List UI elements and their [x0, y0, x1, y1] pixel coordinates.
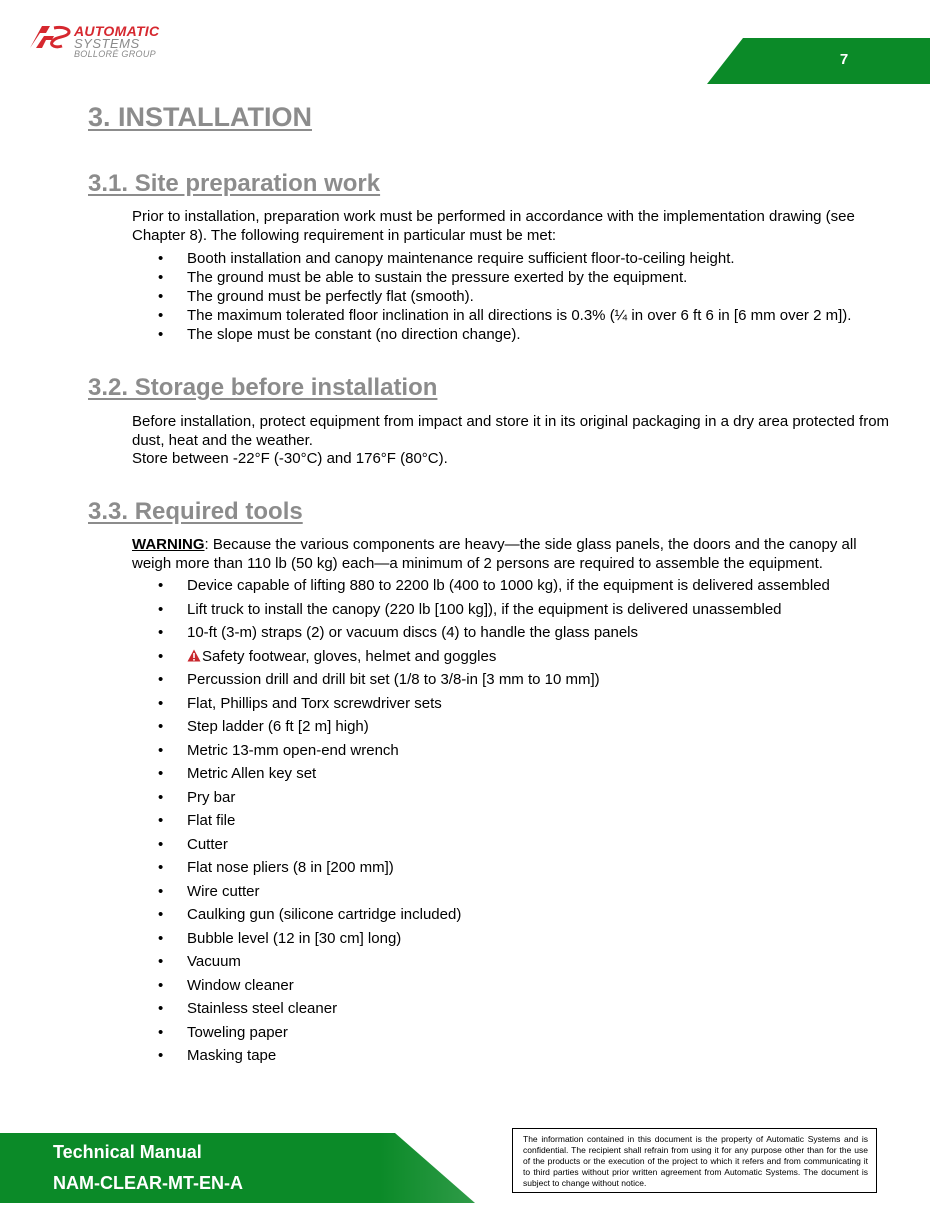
- list-item: • Cutter: [158, 835, 228, 853]
- confidentiality-disclaimer: The information contained in this document is the property of Automatic Systems and is confidential. The recipient shall refrain from using it for any purpose other than for the use of the products or the execution of the project to which it refers and from communicating it to third parties without prior written agreement from Automatic Systems. The document is subject to change without notice.: [512, 1128, 877, 1193]
- list-item: • The ground must be perfectly flat (smooth).: [158, 288, 474, 305]
- footer-band: [0, 1133, 480, 1203]
- list-item: • Caulking gun (silicone cartridge included): [158, 906, 462, 923]
- list-item: • Masking tape: [158, 1047, 277, 1064]
- company-logo: [28, 22, 198, 62]
- storage-line-1: Before installation, protect equipment from impact and store it in its original packaging in a dry area protected from dust, heat and the weather.: [132, 413, 890, 449]
- site-prep-list: [132, 249, 892, 344]
- list-item: • Toweling paper: [158, 1023, 288, 1041]
- list-item: • Percussion drill and drill bit set (1/8 to 3/8-in [3 mm to 10 mm]): [158, 671, 600, 688]
- list-item: • Bubble level (12 in [30 cm] long): [158, 929, 402, 947]
- site-prep-heading: 3.1. Site preparation work: [88, 170, 381, 197]
- list-item: • Step ladder (6 ft [2 m] high): [158, 718, 369, 735]
- footer-title: Technical Manual: [53, 1142, 202, 1162]
- list-item: • 10-ft (3-m) straps (2) or vacuum discs (4) to handle the glass panels: [158, 624, 639, 641]
- list-item: • Window cleaner: [158, 976, 294, 994]
- list-item: • The maximum tolerated floor inclination in all directions is 0.3% (¼ in over 6 ft 6 in [6 mm over 2 m]).: [158, 307, 852, 324]
- list-item: • Flat nose pliers (8 in [200 mm]): [158, 859, 394, 876]
- list-item: • Safety footwear, gloves, helmet and goggles: [158, 647, 497, 665]
- list-item: • Metric Allen key set: [158, 765, 317, 782]
- logo-line-2: SYSTEMS: [74, 36, 140, 51]
- storage-text: [132, 413, 892, 469]
- storage-line-2: Store between -22°F (-30°C) and 176°F (80°C).: [132, 450, 448, 467]
- list-item: • Vacuum: [158, 953, 241, 970]
- tools-heading: 3.3. Required tools: [88, 498, 303, 525]
- list-item: • Flat, Phillips and Torx screwdriver sets: [158, 694, 442, 712]
- list-item: • Flat file: [158, 812, 236, 829]
- page-number: 7: [839, 51, 849, 68]
- site-prep-intro: Prior to installation, preparation work must be performed in accordance with the implementation drawing (see Chapter 8). The following requirement in particular must be met:: [132, 208, 855, 244]
- page-number-tab: [707, 38, 930, 84]
- logo-line-3: BOLLORÉ GROUP: [74, 49, 156, 59]
- storage-heading: 3.2. Storage before installation: [88, 374, 438, 401]
- list-item: • Metric 13-mm open-end wrench: [158, 741, 399, 759]
- list-item: • Booth installation and canopy maintenance require sufficient floor-to-ceiling height.: [158, 250, 735, 267]
- list-item: • Pry bar: [158, 788, 236, 806]
- logo-mark-icon: [28, 24, 72, 50]
- list-item: • Stainless steel cleaner: [158, 1000, 338, 1017]
- section-title: 3. INSTALLATION: [88, 102, 312, 132]
- list-item: • Lift truck to install the canopy (220 lb [100 kg]), if the equipment is delivered unassembled: [158, 600, 782, 618]
- list-item: • The ground must be able to sustain the pressure exerted by the equipment.: [158, 269, 688, 286]
- tools-warning: [132, 536, 892, 573]
- tools-list: [132, 574, 892, 1068]
- warning-label: WARNING: [132, 536, 205, 553]
- list-item: • Wire cutter: [158, 882, 260, 900]
- footer-document-code: NAM-CLEAR-MT-EN-A: [53, 1173, 243, 1193]
- logo-line-1: AUTOMATIC: [74, 23, 160, 39]
- list-item: • Device capable of lifting 880 to 2200 lb (400 to 1000 kg), if the equipment is delivered assembled: [158, 577, 830, 594]
- list-item: • The slope must be constant (no direction change).: [158, 326, 521, 343]
- warning-triangle-icon: [187, 649, 201, 662]
- warning-text: : Because the various components are heavy—the side glass panels, the doors and the canopy all weigh more than 110 lb (50 kg) each—a minimum of 2 persons are required to assemble the equipment.: [132, 536, 857, 572]
